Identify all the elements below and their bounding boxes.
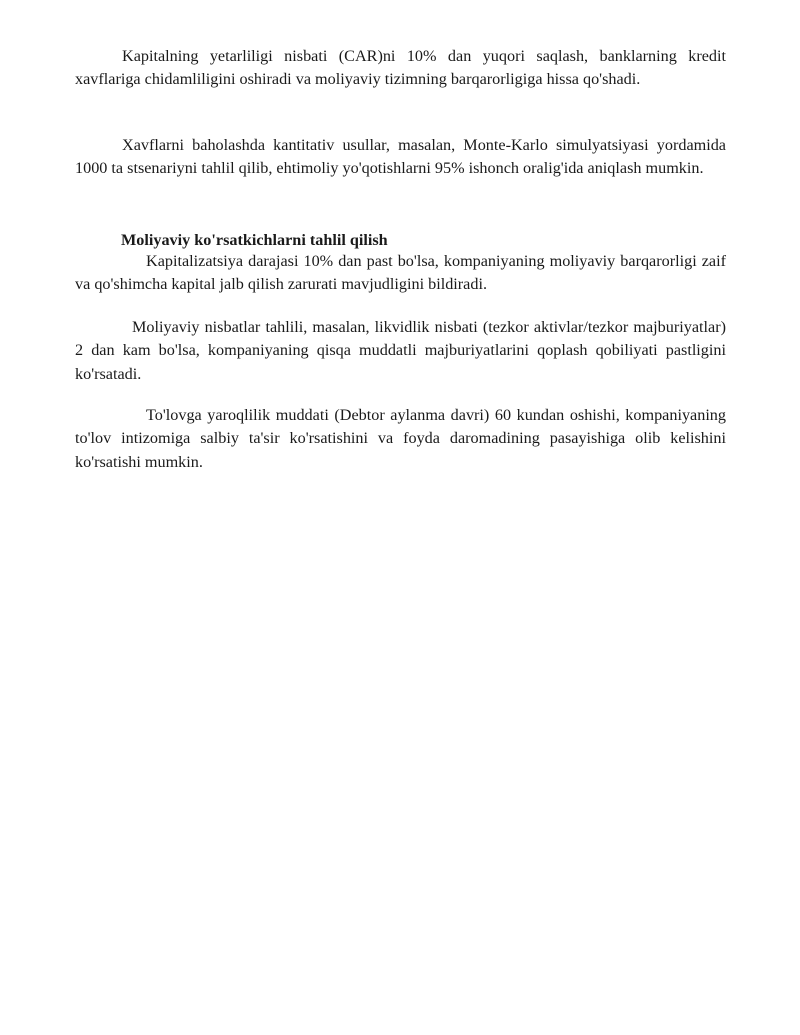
section-heading: Moliyaviy ko'rsatkichlarni tahlil qilish (121, 231, 388, 249)
paragraph-capitalization: Kapitalizatsiya darajasi 10% dan past bo'lsa, kompaniyaning moliyaviy barqarorligi zaif va qo'shimcha kapital jalb qilish zarurati mavjudligini bildiradi. (75, 252, 726, 294)
paragraph-car-ratio: Kapitalning yetarliligi nisbati (CAR)ni 10% dan yuqori saqlash, banklarning kredit xavflariga chidamliligini oshiradi va moliyaviy tizimning barqarorligiga hissa qo'shadi. (75, 47, 726, 89)
paragraph-monte-carlo: Xavflarni baholashda kantitativ usullar, masalan, Monte-Karlo simulyatsiyasi yordamida 1000 ta stsenariyni tahlil qilib, ehtimoliy yo'qotishlarni 95% ishonch oralig'ida aniqlash mumkin. (75, 136, 726, 178)
paragraph-liquidity-ratio: Moliyaviy nisbatlar tahlili, masalan, likvidlik nisbati (tezkor aktivlar/tezkor majburiyatlar) 2 dan kam bo'lsa, kompaniyaning qisqa muddatli majburiyatlarini qoplash qobiliyati pastligini ko'rsatadi. (75, 318, 726, 383)
paragraph-debtor-turnover: To'lovga yaroqlilik muddati (Debtor aylanma davri) 60 kundan oshishi, kompaniyaning to'lov intizomiga salbiy ta'sir ko'rsatishini va foyda daromadining pasayishiga olib kelishini ko'rsatishi mumkin. (75, 406, 726, 471)
